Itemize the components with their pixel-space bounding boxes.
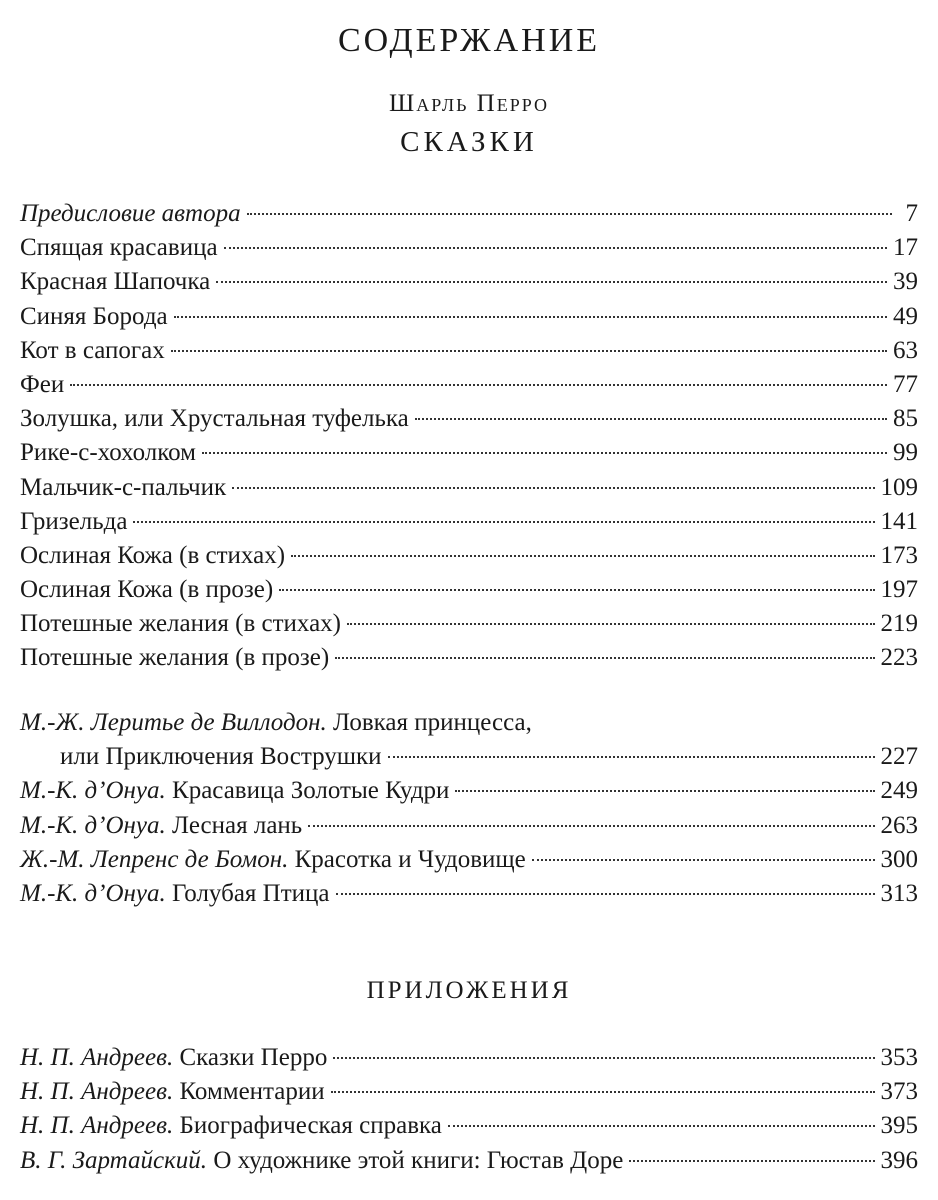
toc-entry[interactable] [20, 300, 918, 334]
appendix-heading: ПРИЛОЖЕНИЯ [366, 977, 572, 1004]
toc-page-number: 219 [880, 610, 918, 638]
toc-row [20, 809, 918, 843]
dot-leader [336, 893, 875, 895]
toc-row [20, 843, 918, 877]
toc-row [20, 607, 918, 641]
toc-entry-title: Красотка и Чудовище [294, 845, 526, 873]
dot-leader [247, 213, 892, 215]
toc-page-number: 173 [880, 541, 918, 569]
toc-page-number: 7 [905, 200, 918, 227]
toc-entry[interactable] [20, 539, 918, 573]
toc-entry-author: Ж.-М. Лепренс де Бомон. [20, 845, 289, 873]
toc-entry-title: Рике-с-хохолком [20, 439, 196, 467]
toc-entry-author: Н. П. Андреев. [20, 1078, 174, 1106]
dot-leader [532, 859, 875, 861]
toc-entry-title: Красная Шапочка [20, 268, 211, 296]
toc-entry-author: М.-Ж. Леритье де Виллодон. [20, 709, 327, 736]
toc-entry[interactable] [20, 471, 918, 505]
toc-page-number: 395 [880, 1112, 918, 1140]
toc-entry-title-wrap [20, 1144, 623, 1178]
dot-leader [291, 555, 874, 557]
toc-entry-title-wrap [20, 1041, 327, 1075]
dot-leader [279, 589, 874, 591]
toc-row [20, 877, 918, 911]
toc-page-number: 313 [880, 879, 918, 907]
dot-leader [415, 418, 887, 420]
toc-row [20, 368, 918, 402]
toc-row [20, 539, 918, 573]
toc-page-number: 49 [893, 302, 918, 330]
toc-entry-title-wrap [20, 1109, 442, 1143]
dot-leader [133, 521, 874, 523]
toc-entry[interactable] [20, 1109, 918, 1143]
toc-entry-title-wrap [20, 809, 302, 843]
dot-leader [216, 281, 887, 283]
dot-leader [171, 350, 887, 352]
toc-entry[interactable] [20, 505, 918, 539]
toc-entry-title: Мальчик-с-пальчик [20, 473, 227, 501]
toc-entry[interactable] [20, 1144, 918, 1178]
toc-entry-title: Ослиная Кожа (в прозе) [20, 576, 274, 604]
appendix-list [20, 1041, 918, 1178]
toc-entry-title: Синяя Борода [20, 302, 168, 330]
toc-entry[interactable] [20, 573, 918, 607]
toc-entry-title: Ослиная Кожа (в стихах) [20, 541, 286, 569]
toc-entry-title: Феи [20, 370, 65, 398]
toc-entry[interactable] [20, 706, 918, 774]
toc-entry-title-continued: или Приключения Вострушки [60, 743, 382, 770]
dot-leader [455, 790, 874, 792]
toc-page-number: 99 [893, 439, 918, 467]
toc-row [20, 334, 918, 368]
toc-entry[interactable] [20, 1041, 918, 1075]
toc-row [20, 505, 918, 539]
toc-entry-title: Гризельда [20, 507, 128, 535]
toc-entry-title: Лесная лань [172, 811, 303, 839]
toc-entry-title: Красавица Золотые Кудри [172, 777, 450, 805]
toc-entry-author: М.-К. д’Онуа. [20, 777, 166, 805]
toc-entry-title-wrap [20, 877, 330, 911]
toc-row [20, 573, 918, 607]
toc-entry-title: Биографическая справка [179, 1112, 442, 1140]
toc-entry[interactable] [20, 436, 918, 470]
toc-page-number: 249 [880, 777, 918, 805]
toc-page-number: 109 [880, 473, 918, 501]
toc-entry[interactable] [20, 809, 918, 843]
toc-entry-first-line [20, 706, 918, 740]
toc-row [20, 1144, 918, 1178]
toc-entry[interactable] [20, 877, 918, 911]
toc-entry[interactable] [20, 265, 918, 299]
toc-entry-title: Голубая Птица [172, 879, 330, 907]
toc-row [20, 471, 918, 505]
toc-entry-title: Ловкая принцесса, [333, 709, 532, 736]
toc-row [20, 1075, 918, 1109]
dot-leader [232, 487, 874, 489]
toc-row [20, 231, 918, 265]
dot-leader [174, 316, 887, 318]
toc-page-number: 77 [893, 370, 918, 398]
toc-row [20, 1109, 918, 1143]
toc-entry-title: О художнике этой книги: Гюстав Доре [213, 1146, 624, 1174]
toc-row [20, 402, 918, 436]
dot-leader [333, 1057, 874, 1059]
toc-entry[interactable] [20, 607, 918, 641]
toc-entry-title: Потешные желания (в стихах) [20, 610, 342, 638]
toc-row [20, 300, 918, 334]
toc-page-number: 85 [893, 405, 918, 433]
toc-entry-title: Кот в сапогах [20, 336, 165, 364]
toc-page-number: 396 [880, 1146, 918, 1174]
toc-entry-title-wrap [20, 774, 449, 808]
toc-row [20, 197, 918, 231]
page-title: СОДЕРЖАНИЕ [337, 22, 601, 59]
toc-page-number: 197 [880, 576, 918, 604]
dot-leader [224, 247, 887, 249]
toc-page-number: 39 [893, 268, 918, 296]
toc-entry-title-wrap [20, 843, 526, 877]
tales-list [20, 197, 918, 676]
toc-entry[interactable] [20, 402, 918, 436]
toc-page-number: 17 [893, 234, 918, 262]
toc-row [20, 436, 918, 470]
toc-entry-title: Золушка, или Хрустальная туфелька [20, 405, 409, 433]
toc-page-number: 141 [880, 507, 918, 535]
toc-page-number: 373 [880, 1078, 918, 1106]
toc-row [20, 1041, 918, 1075]
toc-row [20, 641, 918, 675]
toc-entry-title-wrap [20, 1075, 325, 1109]
toc-page-number: 63 [893, 336, 918, 364]
toc-entry-title: Спящая красавица [20, 234, 218, 262]
dot-leader [335, 657, 874, 659]
toc-entry[interactable] [20, 368, 918, 402]
toc-entry-title: Сказки Перро [179, 1044, 328, 1071]
toc-entry[interactable] [20, 1075, 918, 1109]
toc-row [20, 740, 918, 774]
dot-leader [70, 384, 887, 386]
book-title: СКАЗКИ [400, 126, 538, 158]
dot-leader [347, 623, 874, 625]
toc-entry-title: Комментарии [179, 1078, 325, 1106]
toc-entry-author: Н. П. Андреев. [20, 1044, 174, 1071]
toc-entry-title: Предисловие автора [20, 200, 241, 227]
dot-leader [308, 825, 874, 827]
toc-row [20, 265, 918, 299]
toc-page-number: 223 [880, 644, 918, 672]
dot-leader [448, 1125, 875, 1127]
other-tales-list [20, 706, 918, 911]
dot-leader [331, 1091, 875, 1093]
toc-entry-author: М.-К. д’Онуа. [20, 811, 166, 839]
toc-entry-author: В. Г. Зартайский. [20, 1146, 208, 1174]
contents-page [20, 0, 918, 1200]
toc-entry-title: Потешные желания (в прозе) [20, 644, 330, 672]
toc-entry[interactable] [20, 197, 918, 231]
book-author: Шарль Перро [389, 90, 549, 117]
toc-page-number: 227 [880, 743, 918, 770]
toc-entry[interactable] [20, 334, 918, 368]
toc-page-number: 300 [880, 845, 918, 873]
toc-entry[interactable] [20, 843, 918, 877]
toc-entry-author: М.-К. д’Онуа. [20, 879, 166, 907]
dot-leader [202, 452, 887, 454]
toc-entry[interactable] [20, 774, 918, 808]
toc-entry-author: Н. П. Андреев. [20, 1112, 174, 1140]
toc-entry[interactable] [20, 231, 918, 265]
dot-leader [388, 756, 875, 758]
toc-entry[interactable] [20, 641, 918, 675]
toc-page-number: 263 [880, 811, 918, 839]
dot-leader [629, 1160, 874, 1162]
toc-page-number: 353 [880, 1044, 918, 1071]
toc-row [20, 774, 918, 808]
